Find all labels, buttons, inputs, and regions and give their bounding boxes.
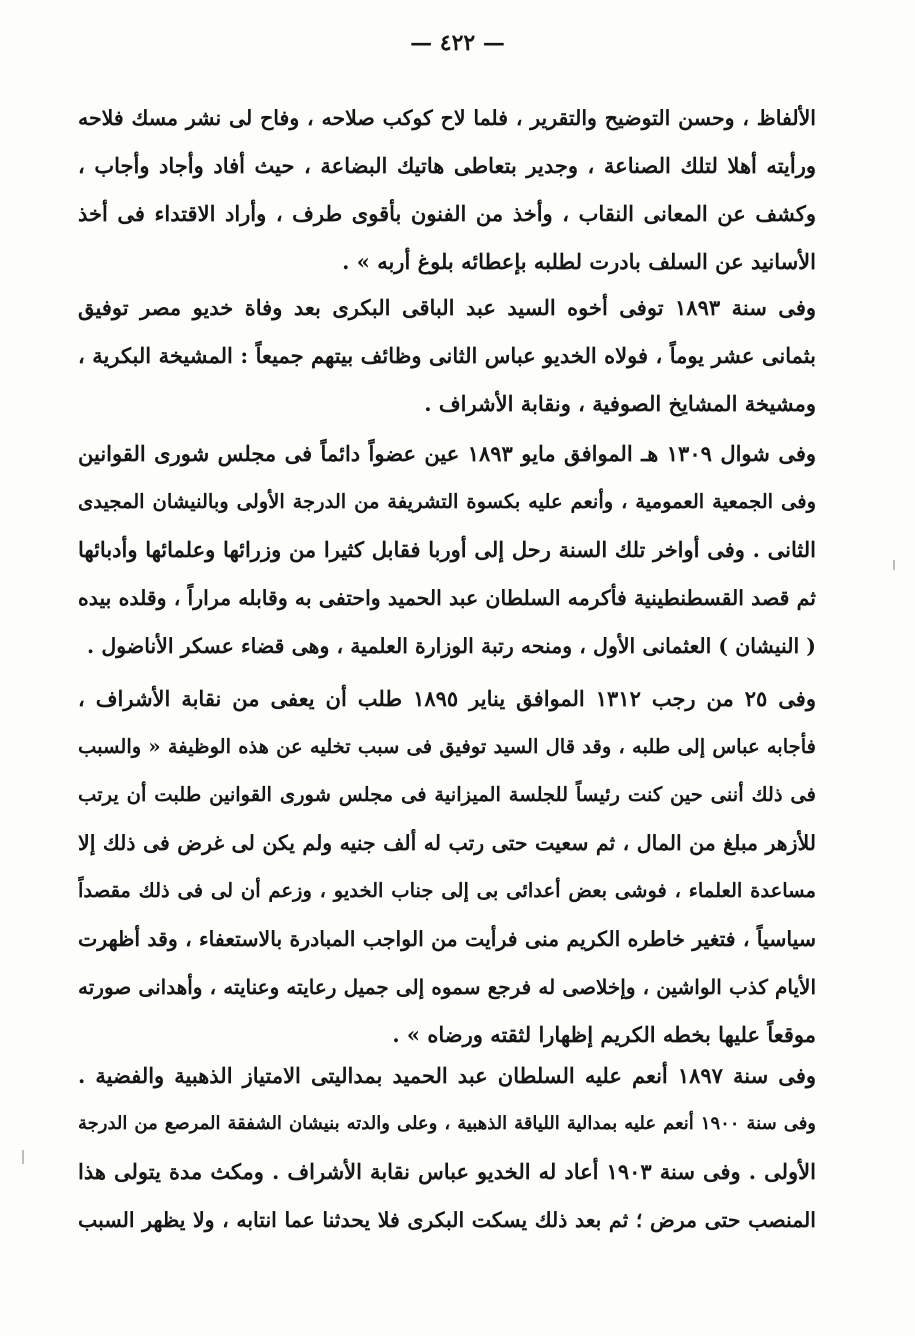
text-line: المنصب حتى مرض ؛ ثم بعد ذلك يسكت البكرى فلا يحدثنا عما انتابه ، ولا يظهر السبب: [78, 1208, 816, 1232]
paragraph-1: [78, 94, 816, 286]
text-line: سياسياً ، فتغير خاطره الكريم منى فرأيت من الواجب المبادرة بالاستعفاء ، وقد أظهرت: [78, 927, 816, 951]
text-line: وفى سنة ١٨٩٣ توفى أخوه السيد عبد الباقى البكرى بعد وفاة خديو مصر توفيق: [78, 295, 816, 320]
text-line: فأجابه عباس إلى طلبه ، وقد قال السيد توفيق فى سبب تخليه عن هذه الوظيفة « والسبب: [78, 735, 816, 758]
paragraph-3: [78, 430, 816, 670]
text-line: الأسانيد عن السلف بادرت لطلبه بإعطائه بلوغ أربه » .: [342, 249, 816, 274]
text-line: ومشيخة المشايخ الصوفية ، ونقابة الأشراف .: [424, 391, 816, 416]
text-line: الثانى . وفى أواخر تلك السنة رحل إلى أوربا فقابل كثيرا من وزرائها وعلمائها وأدبائها: [78, 537, 816, 562]
scan-artifact-left: [22, 1150, 24, 1164]
scan-artifact-right: [893, 560, 895, 570]
paragraph-2: [78, 284, 816, 428]
text-line: ثم قصد القسطنطينية فأكرمه السلطان عبد الحميد واحتفى به وقابله مراراً ، وقلده بيده: [78, 586, 816, 610]
text-line: الأولى . وفى سنة ١٩٠٣ أعاد له الخديو عباس نقابة الأشراف . ومكث مدة يتولى هذا: [78, 1159, 816, 1184]
text-line: وفى شوال ١٣٠٩ هـ الموافق مايو ١٨٩٣ عين عضواً دائماً فى مجلس شورى القوانين: [78, 441, 816, 466]
text-line: وفى سنة ١٩٠٠ أنعم عليه بمدالية اللياقة الذهبية ، وعلى والدته بنيشان الشفقة المرصع من الدرجة: [78, 1113, 816, 1134]
text-line: ( النيشان ) العثمانى الأول ، ومنحه رتبة الوزارة العلمية ، وهى قضاء عسكر الأناضول .: [87, 634, 816, 658]
text-line: فى ذلك أننى حين كنت رئيساً للجلسة الميزانية فى مجلس شورى القوانين طلبت أن يرتب: [78, 783, 816, 806]
paragraph-5: [78, 1052, 816, 1244]
text-line: ورأيته أهلا لتلك الصناعة ، وجدير بتعاطى هاتيك البضاعة ، حيث أفاد وأجاد وأجاب ،: [78, 153, 816, 178]
text-line: وفى الجمعية العمومية ، وأنعم عليه بكسوة التشريفة من الدرجة الأولى وبالنيشان المجيدى: [78, 490, 816, 513]
text-line: بثمانى عشر يوماً ، فولاه الخديو عباس الثانى وظائف بيتهم جميعاً : المشيخة البكرية ،: [78, 343, 816, 368]
page-number: — ٤٢٢ —: [410, 30, 505, 56]
text-line: للأزهر مبلغ من المال ، ثم سعيت حتى رتب له ألف جنيه ولم يكن لى غرض فى ذلك إلا: [78, 831, 816, 855]
text-line: وفى سنة ١٨٩٧ أنعم عليه السلطان عبد الحميد بمداليتى الامتياز الذهبية والفضية .: [78, 1063, 816, 1088]
text-line: الأيام كذب الواشين ، وإخلاصى له فرجع سموه إلى جميل رعايته وعنايته ، وأهدانى صورته: [78, 975, 816, 999]
text-line: وكشف عن المعانى النقاب ، وأخذ من الفنون بأقوى طرف ، وأراد الاقتداء فى أخذ: [78, 201, 816, 226]
paragraph-4: [78, 675, 816, 1059]
text-line: الألفاظ ، وحسن التوضيح والتقرير ، فلما لاح كوكب صلاحه ، وفاح لى نشر مسك فلاحه: [78, 106, 816, 130]
text-line: مساعدة العلماء ، فوشى بعض أعدائى بى إلى جناب الخديو ، وزعم أن لى فى ذلك مقصداً: [78, 879, 816, 902]
text-line: موقعاً عليها بخطه الكريم إظهارا لثقته ورضاه » .: [392, 1022, 816, 1047]
text-line: وفى ٢٥ من رجب ١٣١٢ الموافق يناير ١٨٩٥ طلب أن يعفى من نقابة الأشراف ،: [78, 686, 816, 711]
